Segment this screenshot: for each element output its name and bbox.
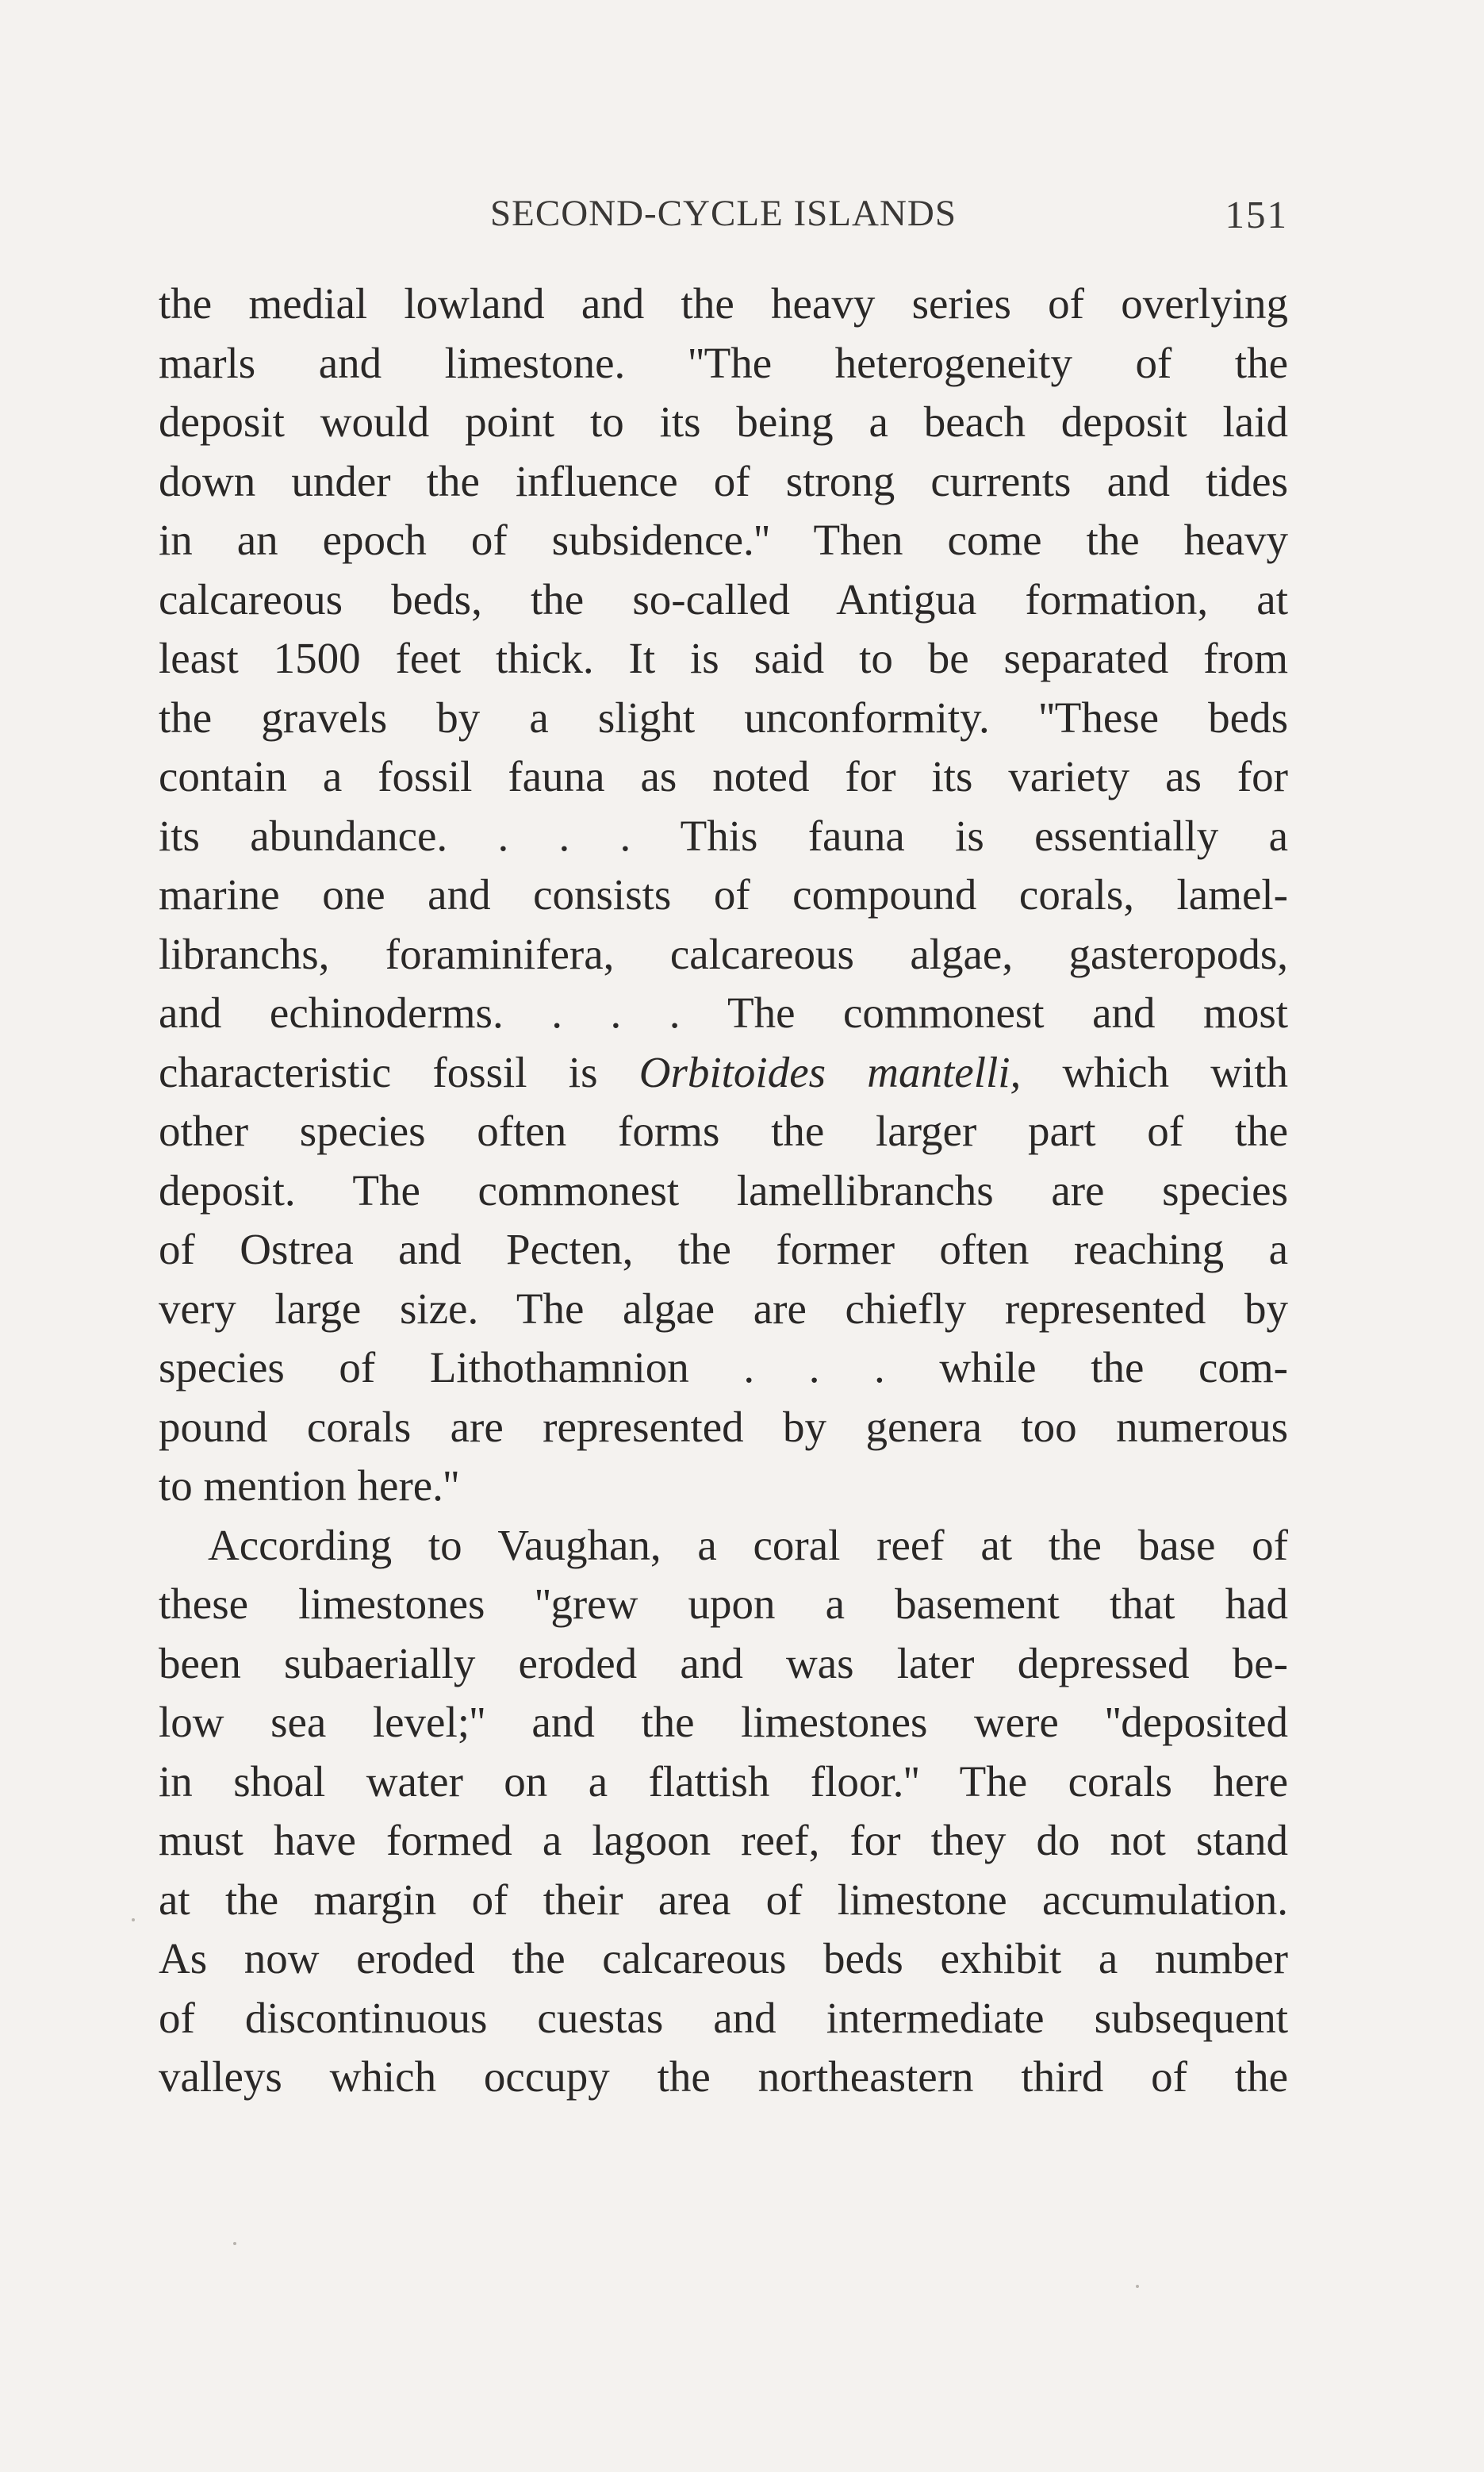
paper-speck: [233, 2242, 236, 2245]
text-line: the medial lowland and the heavy series of overlying: [159, 279, 1288, 328]
text-line: low sea level;'' and the limestones were ''deposited: [159, 1698, 1288, 1746]
text-line: other species often forms the larger part of the: [159, 1107, 1288, 1155]
text-line: valleys which occupy the northeastern third of the: [159, 2052, 1288, 2101]
text-line: [159, 1043, 1288, 1103]
body-text: [159, 274, 1288, 2107]
text-line: of discontinuous cuestas and intermediate subsequent: [159, 1993, 1288, 2042]
text-line: According to Vaughan, a coral reef at the base of: [208, 1520, 1288, 1569]
text-line: the gravels by a slight unconformity. ''These beds: [159, 693, 1288, 742]
page-header: [159, 192, 1288, 248]
text-line: its abundance. . . . This fauna is essentially a: [159, 811, 1288, 860]
text-line: very large size. The algae are chiefly represented by: [159, 1284, 1288, 1333]
text-line: at the margin of their area of limestone accumulation.: [159, 1875, 1288, 1924]
text-line: these limestones ''grew upon a basement that had: [159, 1580, 1288, 1628]
text-line: in an epoch of subsidence.'' Then come the heavy: [159, 516, 1288, 564]
text-line: libranchs, foraminifera, calcareous algae, gasteropods,: [159, 929, 1288, 978]
text-line: down under the influence of strong currents and tides: [159, 456, 1288, 505]
text-line: deposit would point to its being a beach deposit laid: [159, 397, 1288, 446]
text-run: which with: [1021, 1047, 1288, 1096]
running-head: SECOND-CYCLE ISLANDS: [490, 193, 957, 234]
text-line: and echinoderms. . . . The commonest and most: [159, 988, 1288, 1037]
paragraph: [159, 1516, 1288, 2107]
paragraph: [159, 274, 1288, 1516]
text-line: of Ostrea and Pecten, the former often reaching a: [159, 1225, 1288, 1273]
text-line: pound corals are represented by genera too numerous: [159, 1402, 1288, 1451]
text-line: calcareous beds, the so-called Antigua formation, at: [159, 574, 1288, 624]
text-line: species of Lithothamnion . . . while the com-: [159, 1343, 1288, 1391]
text-line: contain a fossil fauna as noted for its variety as for: [159, 752, 1288, 800]
italic-species-name: Orbitoides mantelli,: [638, 1047, 1022, 1096]
text-line: to mention here.'': [159, 1461, 459, 1510]
text-line: deposit. The commonest lamellibranchs are species: [159, 1165, 1288, 1215]
text-line: marls and limestone. ''The heterogeneity of the: [159, 338, 1288, 387]
paper-speck: [132, 1918, 135, 1921]
text-line: least 1500 feet thick. It is said to be separated from: [159, 634, 1288, 682]
page-number: 151: [1225, 193, 1288, 236]
text-run: characteristic fossil is: [159, 1047, 639, 1096]
paper-speck: [1136, 2285, 1139, 2288]
text-line: been subaerially eroded and was later depressed be-: [159, 1638, 1288, 1687]
text-line: As now eroded the calcareous beds exhibit a number: [159, 1934, 1288, 1983]
text-line: in shoal water on a flattish floor.'' The corals here: [159, 1756, 1288, 1806]
text-line: marine one and consists of compound corals, lamel-: [159, 870, 1288, 919]
text-line: must have formed a lagoon reef, for they do not stand: [159, 1816, 1288, 1864]
